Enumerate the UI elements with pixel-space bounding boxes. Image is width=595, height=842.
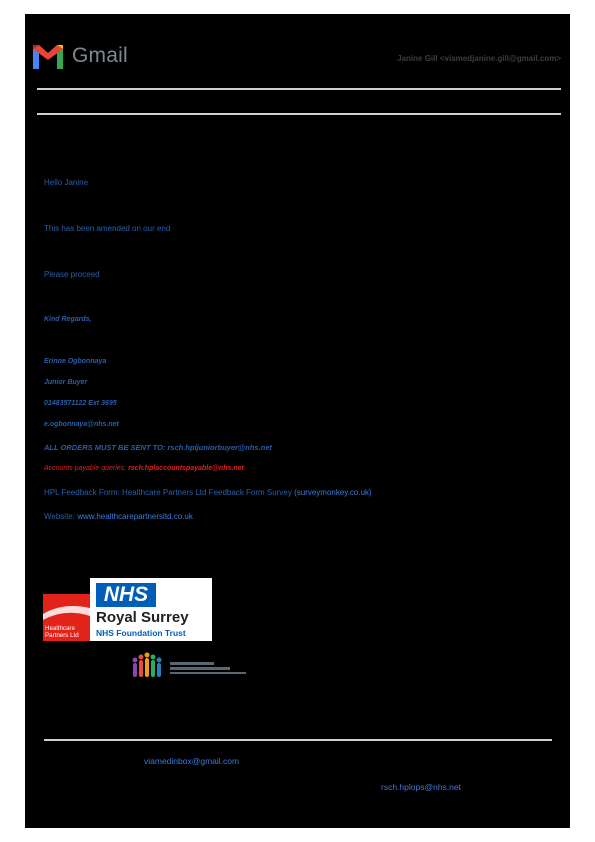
nhs-royal-surrey-logo bbox=[90, 578, 212, 641]
feedback-label: HPL Feedback Form: bbox=[44, 488, 120, 497]
gmail-wordmark: Gmail bbox=[72, 44, 128, 67]
orders-notice bbox=[44, 443, 272, 452]
feedback-domain[interactable]: (surveymonkey.co.uk) bbox=[294, 488, 372, 497]
feedback-link[interactable]: Healthcare Partners Ltd Feedback Form Survey bbox=[121, 488, 292, 497]
header-divider bbox=[37, 88, 561, 90]
footer-email-viamed[interactable]: viamedinbox@gmail.com bbox=[144, 756, 240, 766]
website-link[interactable]: www.healthcarepartnersltd.co.uk bbox=[77, 512, 193, 521]
nhs-badge: NHS bbox=[96, 583, 156, 607]
signature-email[interactable]: e.ogbonnaya@nhs.net bbox=[44, 421, 119, 428]
svg-text:Partners Ltd: Partners Ltd bbox=[45, 632, 79, 639]
ap-queries-line bbox=[44, 465, 244, 472]
message-line-1: This has been amended on our end bbox=[44, 224, 171, 233]
subject-divider bbox=[37, 113, 561, 115]
greeting-text: Hello Janine bbox=[44, 178, 89, 187]
signature-title: Junior Buyer bbox=[44, 379, 88, 386]
healthcare-partners-logo bbox=[43, 594, 90, 641]
signature-name: Erinne Ogbonnaya bbox=[44, 358, 107, 365]
svg-text:Healthcare: Healthcare bbox=[45, 625, 75, 632]
footer-email-hplops[interactable]: rsch.hplops@nhs.net bbox=[381, 782, 461, 792]
message-line-2: Please proceed bbox=[44, 270, 100, 279]
feedback-line bbox=[44, 488, 372, 497]
nhs-trust-subtitle: NHS Foundation Trust bbox=[96, 628, 186, 638]
nhs-trust-name: Royal Surrey bbox=[96, 609, 189, 626]
people-figures-logo-icon bbox=[131, 652, 165, 680]
gmail-logo-icon bbox=[33, 45, 63, 69]
ap-label: Accounts payable queries: bbox=[44, 465, 127, 472]
footer-divider bbox=[44, 739, 552, 741]
award-logo-lettering bbox=[170, 660, 246, 676]
closing-text: Kind Regards, bbox=[44, 316, 92, 323]
ap-email-link[interactable]: rsch.hplaccountspayable@nhs.net bbox=[128, 465, 244, 472]
orders-label: ALL ORDERS MUST BE SENT TO: bbox=[44, 443, 166, 452]
orders-email-link[interactable]: rsch.hpljuniorbuyer@nhs.net bbox=[167, 443, 272, 452]
signature-phone: 01483571122 Ext 3695 bbox=[44, 400, 117, 407]
sender-address: Janine Gill <viamedjanine.gill@gmail.com> bbox=[397, 54, 561, 63]
website-line bbox=[44, 512, 193, 521]
website-label: Website: bbox=[44, 512, 75, 521]
